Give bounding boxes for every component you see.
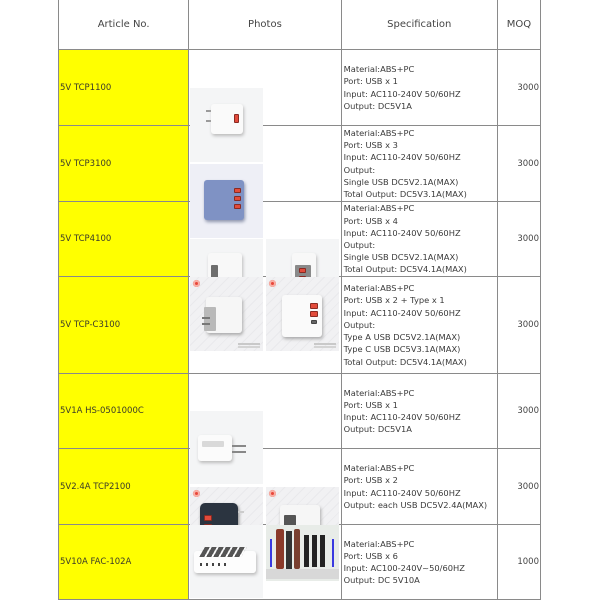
brand-logo-icon xyxy=(193,280,200,287)
specification: Material:ABS+PC Port: USB x 1 Input: AC110-240V 50/60HZ Output: DC5V1A xyxy=(341,50,497,126)
brand-logo-icon xyxy=(269,280,276,287)
header-photos: Photos xyxy=(189,0,341,50)
photo-cell xyxy=(189,50,341,126)
moq-value: 3000 xyxy=(497,50,540,126)
specification: Material:ABS+PC Port: USB x 3 Input: AC110-240V 50/60HZ Output: Single USB DC5V2.1A(MAX) Total Output: DC5V3.1A(MAX) xyxy=(341,126,497,202)
photo-cell xyxy=(189,126,341,202)
moq-value: 3000 xyxy=(497,202,540,277)
header-row xyxy=(59,0,541,50)
article-number: 5V10A FAC-102A xyxy=(59,525,189,600)
moq-value: 3000 xyxy=(497,374,540,449)
specification: Material:ABS+PC Port: USB x 2 + Type x 1 Input: AC110-240V 50/60HZ Output: Type A USB DC5V2.1A(MAX) Type C USB DC5V3.1A(MAX) Total Output: DC5V4.1A(MAX) xyxy=(341,277,497,374)
photo-cell xyxy=(189,525,341,600)
product-photo xyxy=(266,525,339,581)
header-moq: MOQ xyxy=(497,0,540,50)
photo-cell xyxy=(189,202,341,277)
table-row xyxy=(59,202,541,277)
table-row xyxy=(59,525,541,600)
moq-value: 3000 xyxy=(497,277,540,374)
article-number: 5V2.4A TCP2100 xyxy=(59,449,189,525)
product-photo xyxy=(190,277,263,351)
product-table xyxy=(58,0,541,600)
article-number: 5V TCP1100 xyxy=(59,50,189,126)
product-photo xyxy=(266,277,339,351)
product-photo xyxy=(190,525,263,598)
specification: Material:ABS+PC Port: USB x 2 Input: AC110-240V 50/60HZ Output: each USB DC5V2.4A(MAX) xyxy=(341,449,497,525)
photo-cell xyxy=(189,277,341,374)
specification: Material:ABS+PC Port: USB x 4 Input: AC110-240V 50/60HZ Output: Single USB DC5V2.1A(MAX) Total Output: DC5V4.1A(MAX) xyxy=(341,202,497,277)
moq-value: 3000 xyxy=(497,126,540,202)
article-number: 5V TCP-C3100 xyxy=(59,277,189,374)
table-row xyxy=(59,449,541,525)
article-number: 5V TCP4100 xyxy=(59,202,189,277)
table-row xyxy=(59,50,541,126)
header-article: Article No. xyxy=(59,0,189,50)
photo-cell xyxy=(189,374,341,449)
brand-logo-icon xyxy=(269,490,276,497)
photo-cell xyxy=(189,449,341,525)
article-number: 5V TCP3100 xyxy=(59,126,189,202)
table-row xyxy=(59,277,541,374)
table-row xyxy=(59,374,541,449)
brand-logo-icon xyxy=(193,490,200,497)
moq-value: 3000 xyxy=(497,449,540,525)
specification: Material:ABS+PC Port: USB x 1 Input: AC110-240V 50/60HZ Output: DC5V1A xyxy=(341,374,497,449)
specification: Material:ABS+PC Port: USB x 6 Input: AC100-240V~50/60HZ Output: DC 5V10A xyxy=(341,525,497,600)
moq-value: 1000 xyxy=(497,525,540,600)
table-row xyxy=(59,126,541,202)
article-number: 5V1A HS-0501000C xyxy=(59,374,189,449)
header-specification: Specification xyxy=(341,0,497,50)
